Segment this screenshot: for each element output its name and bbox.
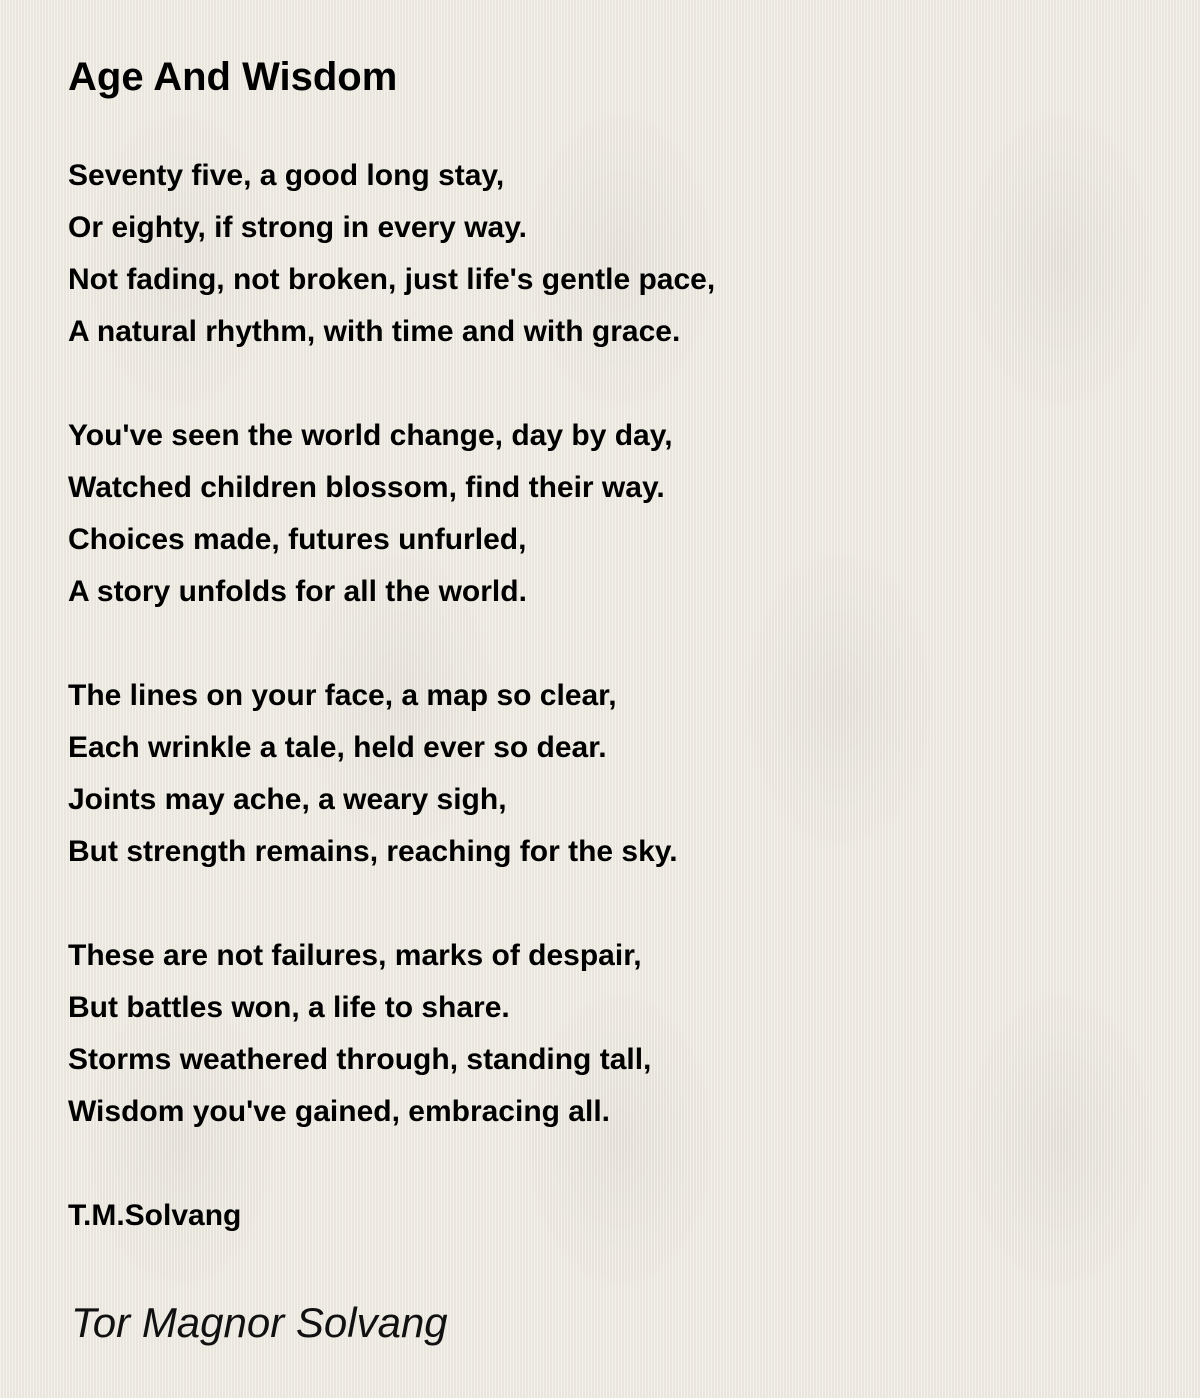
stanza-4 <box>68 930 715 1138</box>
poem-line: The lines on your face, a map so clear, <box>68 679 617 712</box>
stanza-1 <box>68 150 715 358</box>
poem-line: Each wrinkle a tale, held ever so dear. <box>68 731 607 764</box>
poem-line: A natural rhythm, with time and with grace. <box>68 315 681 348</box>
stanza-2 <box>68 410 715 618</box>
poem-line: Choices made, futures unfurled, <box>68 523 527 556</box>
poem-line: A story unfolds for all the world. <box>68 575 527 608</box>
poem-line: But strength remains, reaching for the sky. <box>68 835 678 868</box>
poem-line: You've seen the world change, day by day, <box>68 419 673 452</box>
author-name[interactable]: Tor Magnor Solvang <box>71 1299 448 1346</box>
poem-line: These are not failures, marks of despair, <box>68 939 642 972</box>
poem-signature: T.M.Solvang <box>68 1199 242 1232</box>
poem-title: Age And Wisdom <box>68 55 398 99</box>
stanza-3 <box>68 670 715 878</box>
poem-line: Joints may ache, a weary sigh, <box>68 783 507 816</box>
poem-line: Storms weathered through, standing tall, <box>68 1043 652 1076</box>
poem-line: Not fading, not broken, just life's gentle pace, <box>68 263 716 296</box>
poem-line: Wisdom you've gained, embracing all. <box>68 1095 610 1128</box>
poem-body <box>68 150 715 1190</box>
poem-line: Watched children blossom, find their way. <box>68 471 665 504</box>
poem-line: Or eighty, if strong in every way. <box>68 211 528 244</box>
poem-line: But battles won, a life to share. <box>68 991 510 1024</box>
poem-line: Seventy five, a good long stay, <box>68 159 505 192</box>
